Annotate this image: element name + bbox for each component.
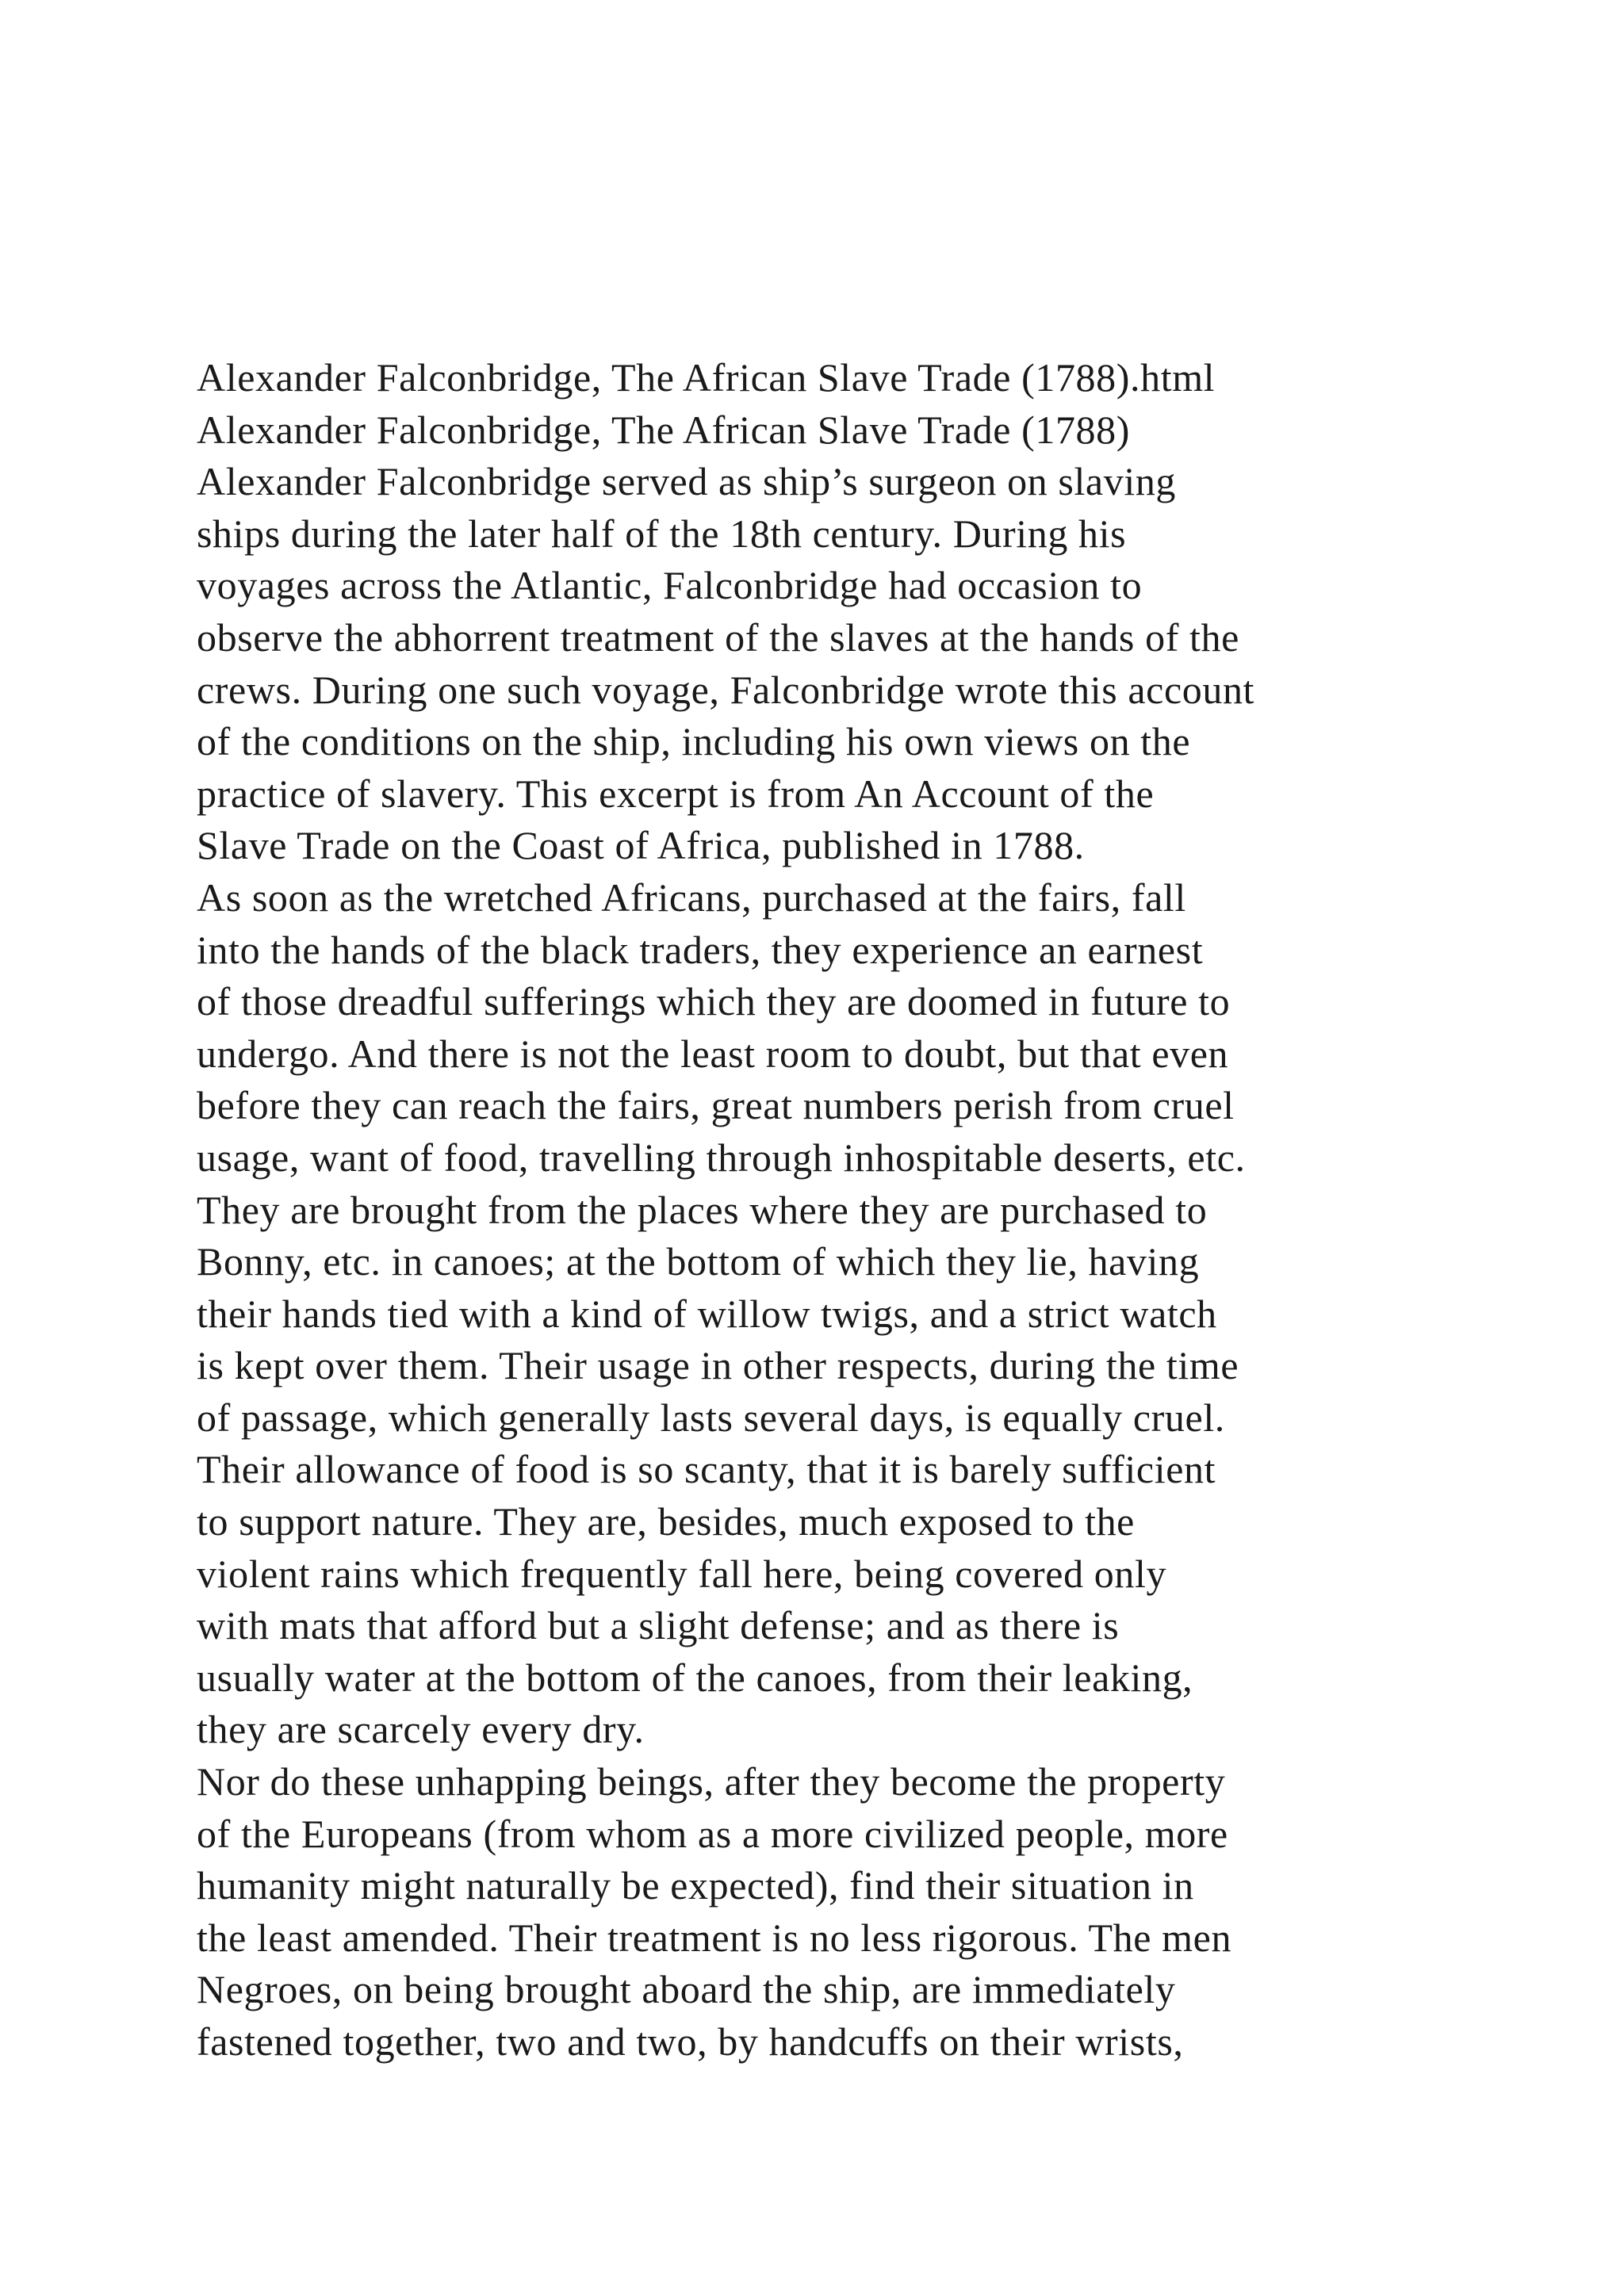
body-line: the least amended. Their treatment is no less rigorous. The men	[197, 1915, 1232, 1960]
body-line: fastened together, two and two, by handcuffs on their wrists,	[197, 2019, 1184, 2064]
body-line: to support nature. They are, besides, much exposed to the	[197, 1499, 1135, 1544]
body-line: Negroes, on being brought aboard the ship, are immediately	[197, 1967, 1176, 2012]
intro-line: practice of slavery. This excerpt is from An Account of the	[197, 771, 1155, 816]
intro-line: crews. During one such voyage, Falconbridge wrote this account	[197, 667, 1255, 712]
body-line: Bonny, etc. in canoes; at the bottom of which they lie, having	[197, 1239, 1200, 1284]
intro-line: of the conditions on the ship, including his own views on the	[197, 719, 1191, 764]
body-line: of those dreadful sufferings which they are doomed in future to	[197, 979, 1231, 1024]
body-line: As soon as the wretched Africans, purchased at the fairs, fall	[197, 874, 1186, 920]
body-line: Their allowance of food is so scanty, that it is barely sufficient	[197, 1447, 1216, 1492]
body-line: They are brought from the places where they are purchased to	[197, 1187, 1208, 1232]
body-line: of passage, which generally lasts several days, is equally cruel.	[197, 1395, 1225, 1440]
body-line: with mats that afford but a slight defense; and as there is	[197, 1603, 1120, 1648]
file-title-line: Alexander Falconbridge, The African Slave Trade (1788).html	[197, 355, 1216, 400]
body-line: usually water at the bottom of the canoes, from their leaking,	[197, 1655, 1193, 1700]
body-line: usage, want of food, travelling through inhospitable deserts, etc.	[197, 1135, 1246, 1180]
body-line: they are scarcely every dry.	[197, 1707, 645, 1752]
body-line: their hands tied with a kind of willow twigs, and a strict watch	[197, 1291, 1217, 1336]
body-line: is kept over them. Their usage in other respects, during the time	[197, 1343, 1239, 1388]
body-line: humanity might naturally be expected), find their situation in	[197, 1863, 1194, 1908]
intro-line: observe the abhorrent treatment of the slaves at the hands of the	[197, 614, 1239, 660]
body-line: Nor do these unhapping beings, after they become the property	[197, 1759, 1226, 1804]
intro-line: ships during the later half of the 18th century. During his	[197, 511, 1127, 556]
body-line: violent rains which frequently fall here, being covered only	[197, 1551, 1167, 1596]
document-page	[197, 352, 1465, 2068]
body-line: into the hands of the black traders, they experience an earnest	[197, 927, 1204, 972]
intro-line: Alexander Falconbridge served as ship’s surgeon on slaving	[197, 459, 1177, 504]
body-line: before they can reach the fairs, great numbers perish from cruel	[197, 1083, 1235, 1128]
body-line: of the Europeans (from whom as a more civilized people, more	[197, 1811, 1228, 1856]
intro-line: voyages across the Atlantic, Falconbridge had occasion to	[197, 563, 1143, 608]
intro-line: Slave Trade on the Coast of Africa, published in 1788.	[197, 823, 1085, 868]
body-line: undergo. And there is not the least room to doubt, but that even	[197, 1031, 1229, 1076]
document-title-line: Alexander Falconbridge, The African Slave Trade (1788)	[197, 407, 1131, 452]
